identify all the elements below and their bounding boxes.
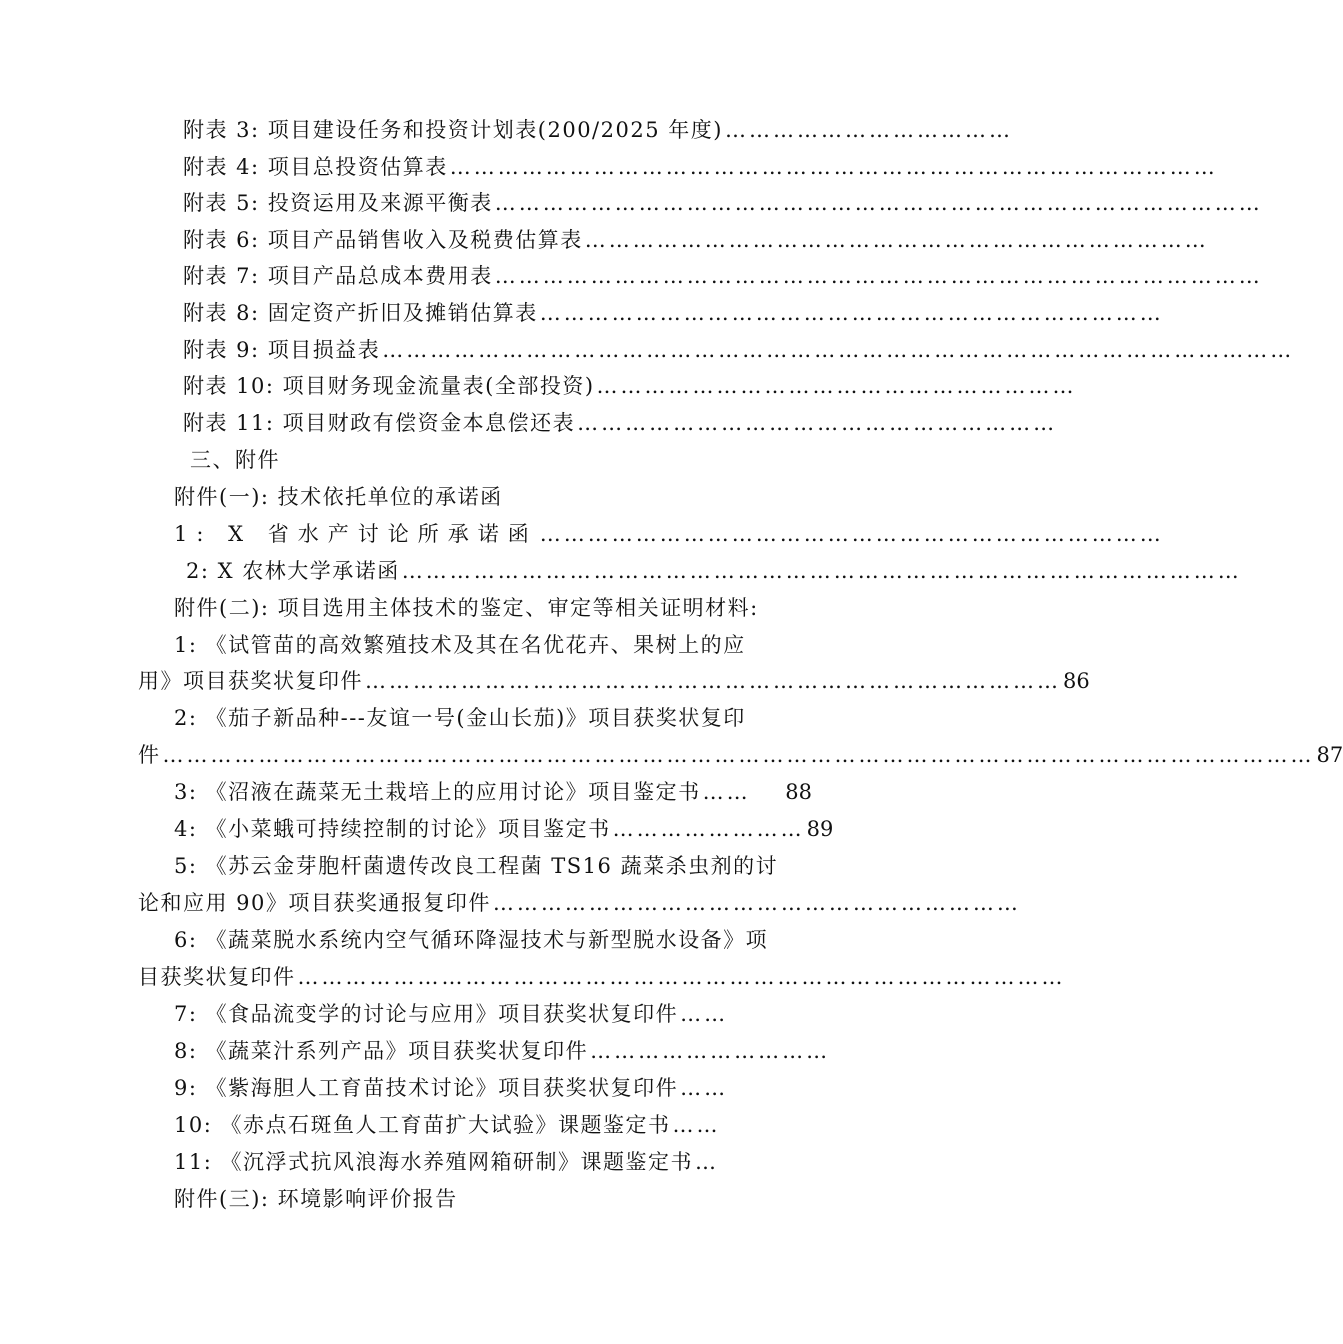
- toc-leader-dots: ……………………………………………………………………………………: [297, 965, 1066, 989]
- toc-leader-dots: ……………………………………………………………………………………………………: [382, 338, 1295, 362]
- toc-entry-title: 11: 《沉浮式抗风浪海水养殖网箱研制》课题鉴定书: [174, 1150, 693, 1174]
- toc-leader-dots: ……………………………………………………………………………………: [494, 264, 1263, 288]
- toc-leader-dots: ……: [672, 1113, 721, 1137]
- toc-leader-dots: ……………………………………………………………………: [539, 522, 1164, 546]
- toc-entry[interactable]: [138, 963, 1066, 991]
- toc-entry-title: 附表 11: 项目财政有偿资金本息偿还表: [183, 411, 576, 435]
- toc-entry-title: 10: 《赤点石斑鱼人工育苗扩大试验》课题鉴定书: [174, 1113, 671, 1137]
- toc-entry[interactable]: [138, 741, 1343, 769]
- toc-leader-dots: …………………………………………………………: [492, 891, 1021, 915]
- toc-entry-title: 附表 9: 项目损益表: [183, 338, 381, 362]
- toc-entry-title: 7: 《食品流变学的讨论与应用》项目获奖状复印件: [174, 1002, 679, 1026]
- toc-leader-dots: …………………………: [590, 1039, 831, 1063]
- toc-entry[interactable]: [174, 778, 812, 806]
- toc-leader-dots: ……………………………………………………………………: [584, 228, 1209, 252]
- toc-page-number: 86: [1063, 669, 1090, 693]
- toc-entry[interactable]: [183, 372, 1077, 400]
- toc-leader-dots: …: [694, 1150, 719, 1174]
- toc-leader-dots: ……………………………………………………………………………: [365, 669, 1061, 693]
- toc-entry[interactable]: [183, 226, 1209, 254]
- toc-leader-dots: ……………………………………………………: [596, 374, 1077, 398]
- toc-entry-title: 附表 7: 项目产品总成本费用表: [183, 264, 493, 288]
- toc-leader-dots: ………………………………………………………………………………………………………………………………: [162, 743, 1315, 767]
- toc-leader-dots: ……………………………………………………: [577, 411, 1058, 435]
- toc-entry-title: 3: 《沼液在蔬菜无土栽培上的应用讨论》项目鉴定书: [174, 780, 701, 804]
- toc-entry[interactable]: [174, 1148, 812, 1176]
- toc-entry-title: 用》项目获奖状复印件: [138, 669, 363, 693]
- toc-entry[interactable]: [174, 1111, 812, 1139]
- toc-entry[interactable]: [174, 520, 1164, 548]
- toc-leader-dots: ……: [680, 1002, 729, 1026]
- toc-entry[interactable]: [174, 1074, 812, 1102]
- toc-entry[interactable]: [183, 116, 1013, 144]
- annex-heading: 附件(三): 环境影响评价报告: [174, 1187, 458, 1211]
- toc-entry[interactable]: [186, 557, 1242, 585]
- toc-leader-dots: ……………………………………………………………………………………: [449, 155, 1218, 179]
- toc-leader-dots: ……: [680, 1076, 729, 1100]
- toc-entry[interactable]: [183, 299, 1164, 327]
- toc-entry-title: 附表 10: 项目财务现金流量表(全部投资): [183, 374, 595, 398]
- toc-page-number: 87: [1316, 743, 1343, 767]
- toc-entry-title: 附表 5: 投资运用及来源平衡表: [183, 191, 493, 215]
- toc-entry-title: 附表 6: 项目产品销售收入及税费估算表: [183, 228, 583, 252]
- toc-entry-title: 2: X 农林大学承诺函: [186, 559, 400, 583]
- toc-entry-line1[interactable]: 1: 《试管苗的高效繁殖技术及其在名优花卉、果树上的应: [174, 633, 746, 657]
- toc-page-number: 88: [785, 780, 812, 804]
- toc-entry-title: 论和应用 90》项目获奖通报复印件: [138, 891, 491, 915]
- toc-entry-title: 附表 8: 固定资产折旧及摊销估算表: [183, 301, 538, 325]
- toc-entry-line1[interactable]: 6: 《蔬菜脱水系统内空气循环降湿技术与新型脱水设备》项: [174, 928, 769, 952]
- toc-leader-dots: ………………………………: [724, 118, 1013, 142]
- toc-entry[interactable]: [183, 409, 1058, 437]
- toc-leader-dots: ……………………………………………………………………………………………: [401, 559, 1242, 583]
- toc-entry-title: 件: [138, 743, 161, 767]
- toc-page-number: 89: [806, 817, 834, 841]
- toc-leader-dots: ……………………………………………………………………………………: [494, 191, 1263, 215]
- section-heading: 三、附件: [190, 448, 280, 472]
- toc-leader-dots: ……: [702, 780, 751, 804]
- toc-entry[interactable]: [174, 815, 834, 843]
- toc-entry-line1[interactable]: 5: 《苏云金芽胞杆菌遗传改良工程菌 TS16 蔬菜杀虫剂的讨: [174, 854, 779, 878]
- toc-entry-title: 8: 《蔬菜汁系列产品》项目获奖状复印件: [174, 1039, 589, 1063]
- annex-heading: 附件(二): 项目选用主体技术的鉴定、审定等相关证明材料:: [174, 596, 759, 620]
- toc-entry[interactable]: [138, 667, 1090, 695]
- toc-entry[interactable]: [138, 889, 1021, 917]
- toc-entry-title: 附表 4: 项目总投资估算表: [183, 155, 448, 179]
- toc-entry-title: 1: X 省水产讨论所承诺函: [174, 522, 538, 546]
- toc-entry[interactable]: [183, 262, 1263, 290]
- toc-entry-title: 目获奖状复印件: [138, 965, 296, 989]
- toc-entry[interactable]: [183, 336, 1295, 364]
- toc-leader-dots: ……………………………………………………………………: [539, 301, 1164, 325]
- toc-entry[interactable]: [183, 153, 1218, 181]
- toc-entry-line1[interactable]: 2: 《茄子新品种---友谊一号(金山长茄)》项目获奖状复印: [174, 706, 746, 730]
- toc-entry[interactable]: [174, 1000, 812, 1028]
- toc-entry-title: 4: 《小菜蛾可持续控制的讨论》项目鉴定书: [174, 817, 611, 841]
- annex-heading: 附件(一): 技术依托单位的承诺函: [174, 485, 503, 509]
- toc-entry-title: 附表 3: 项目建设任务和投资计划表(200/2025 年度): [183, 118, 723, 142]
- toc-entry[interactable]: [174, 1037, 831, 1065]
- toc-entry[interactable]: [183, 189, 1263, 217]
- toc-entry-title: 9: 《紫海胆人工育苗技术讨论》项目获奖状复印件: [174, 1076, 679, 1100]
- toc-leader-dots: ……………………: [612, 817, 805, 841]
